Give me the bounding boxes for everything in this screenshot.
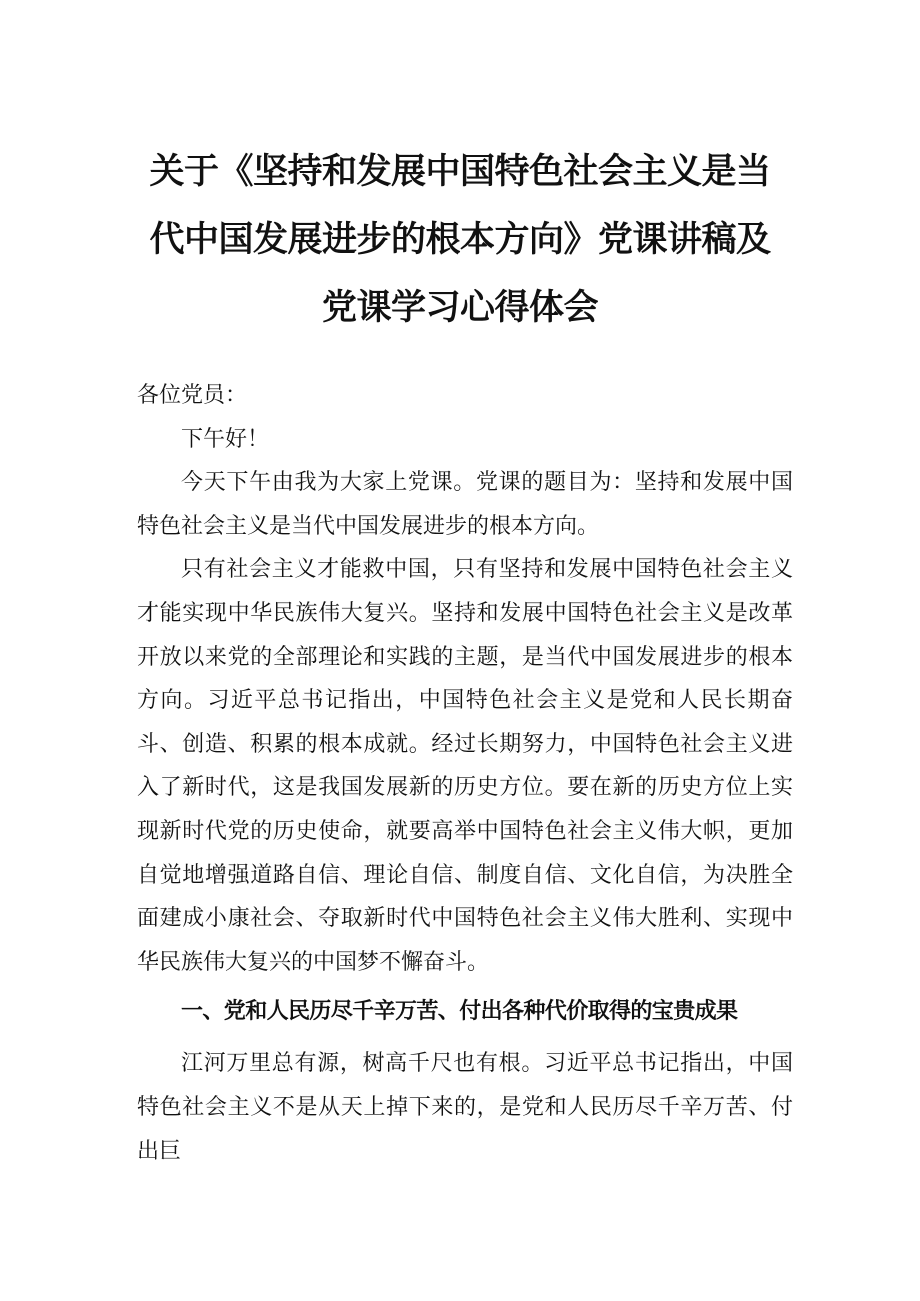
document-title (130, 138, 790, 342)
section-heading: 一、党和人民历尽千辛万苦、付出各种代价取得的宝贵成果 (181, 999, 738, 1025)
title-line-1: 关于《坚持和发展中国特色社会主义是当 (149, 152, 771, 192)
title-line-2: 代中国发展进步的根本方向》党课讲稿及 (149, 220, 771, 260)
document-body (137, 374, 793, 1173)
greeting: 下午好！ (181, 426, 270, 452)
section-paragraph: 江河万里总有源，树高千尺也有根。习近平总书记指出，中国特色社会主义不是从天上掉下来的，是党和人民历尽千辛万苦、付出巨 (137, 1051, 793, 1164)
title-line-3: 党课学习心得体会 (321, 288, 598, 328)
paragraph-main: 只有社会主义才能救中国，只有坚持和发展中国特色社会主义才能实现中华民族伟大复兴。坚持和发展中国特色社会主义是改革开放以来党的全部理论和实践的主题，是当代中国发展进步的根本方向。习近平总书记指出，中国特色社会主义是党和人民长期奋斗、创造、积累的根本成就。经过长期努力，中国特色社会主义进入了新时代，这是我国发展新的历史方位。要在新的历史方位上实现新时代党的历史使命，就要高举中国特色社会主义伟大帜，更加自觉地增强道路自信、理论自信、制度自信、文化自信，为决胜全面建成小康社会、夺取新时代中国特色社会主义伟大胜利、实现中华民族伟大复兴的中国梦不懈奋斗。 (137, 557, 793, 975)
salutation: 各位党员： (137, 383, 248, 408)
paragraph-intro: 今天下午由我为大家上党课。党课的题目为：坚持和发展中国特色社会主义是当代中国发展进步的根本方向。 (137, 470, 793, 539)
